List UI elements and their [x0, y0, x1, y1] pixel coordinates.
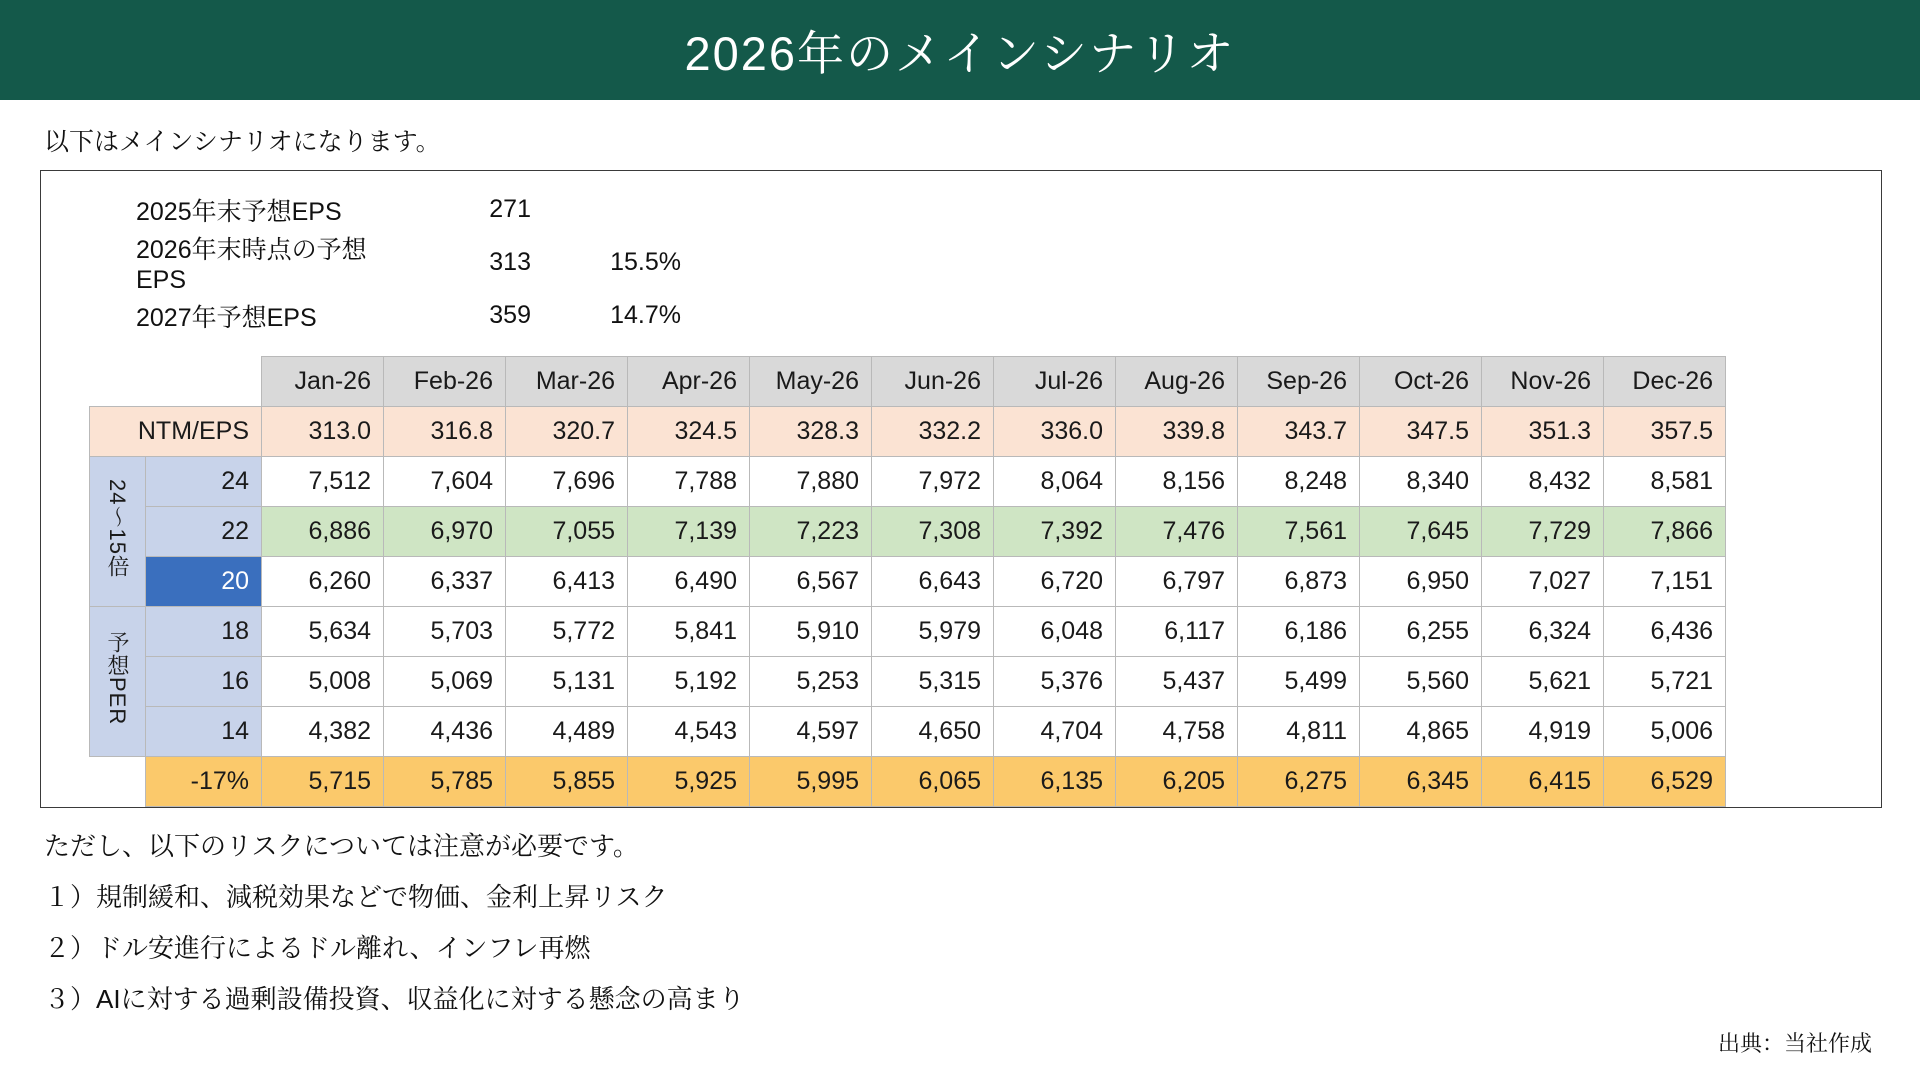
ntm-eps-cell: 324.5 [628, 407, 750, 457]
ntm-eps-cell: 347.5 [1360, 407, 1482, 457]
matrix-cell: 6,436 [1604, 607, 1726, 657]
ntm-eps-cell: 339.8 [1116, 407, 1238, 457]
per-range-text: 24〜15倍 [105, 478, 130, 578]
matrix-cell: 6,255 [1360, 607, 1482, 657]
corner-cell [90, 357, 146, 407]
ntm-eps-cell: 320.7 [506, 407, 628, 457]
drawdown-label: -17% [146, 757, 262, 807]
matrix-cell: 5,437 [1116, 657, 1238, 707]
ntm-eps-cell: 357.5 [1604, 407, 1726, 457]
per-row-24 [90, 457, 1726, 507]
eps-growth: 15.5% [610, 248, 681, 276]
ntm-eps-cell: 316.8 [384, 407, 506, 457]
per-value-label: 16 [146, 657, 262, 707]
ntm-eps-row [90, 407, 1726, 457]
matrix-cell: 7,561 [1238, 507, 1360, 557]
matrix-cell: 7,880 [750, 457, 872, 507]
matrix-cell: 5,703 [384, 607, 506, 657]
matrix-cell: 6,117 [1116, 607, 1238, 657]
matrix-cell: 5,006 [1604, 707, 1726, 757]
title-bar [0, 0, 1920, 100]
risk-notes [44, 826, 1880, 1016]
matrix-cell: 8,432 [1482, 457, 1604, 507]
matrix-cell: 5,560 [1360, 657, 1482, 707]
drawdown-cell: 6,135 [994, 757, 1116, 807]
matrix-cell: 5,772 [506, 607, 628, 657]
ntm-eps-cell: 336.0 [994, 407, 1116, 457]
per-row-18 [90, 607, 1726, 657]
matrix-cell: 7,151 [1604, 557, 1726, 607]
eps-growth: 14.7% [610, 301, 681, 329]
drawdown-cell: 6,275 [1238, 757, 1360, 807]
eps-row [41, 183, 1881, 236]
matrix-cell: 6,643 [872, 557, 994, 607]
per-value-label: 14 [146, 707, 262, 757]
drawdown-cell: 6,065 [872, 757, 994, 807]
matrix-cell: 7,308 [872, 507, 994, 557]
matrix-cell: 6,567 [750, 557, 872, 607]
matrix-cell: 7,696 [506, 457, 628, 507]
month-header: Jun-26 [872, 357, 994, 407]
month-header: Mar-26 [506, 357, 628, 407]
per-range-label [90, 457, 146, 607]
month-header: Oct-26 [1360, 357, 1482, 407]
month-header: Feb-26 [384, 357, 506, 407]
table-header-row [90, 357, 1726, 407]
month-header: Jan-26 [262, 357, 384, 407]
drawdown-cell: 6,345 [1360, 757, 1482, 807]
lead-text: 以下はメインシナリオになります。 [44, 128, 441, 156]
matrix-cell: 5,721 [1604, 657, 1726, 707]
matrix-cell: 5,979 [872, 607, 994, 657]
per-row-22 [90, 507, 1726, 557]
month-header: Aug-26 [1116, 357, 1238, 407]
matrix-cell: 5,008 [262, 657, 384, 707]
per-value-label: 24 [146, 457, 262, 507]
matrix-cell: 6,186 [1238, 607, 1360, 657]
matrix-cell: 4,865 [1360, 707, 1482, 757]
risk-item: ３）AIに対する過剰設備投資、収益化に対する懸念の高まり [44, 984, 745, 1014]
scenario-table-box [40, 170, 1882, 808]
drawdown-row [90, 757, 1726, 807]
per-axis-text: 予想PER [105, 630, 130, 726]
ntm-eps-cell: 351.3 [1482, 407, 1604, 457]
per-row-16 [90, 657, 1726, 707]
matrix-cell: 4,543 [628, 707, 750, 757]
risk-item: ２）ドル安進行によるドル離れ、インフレ再燃 [44, 933, 591, 963]
matrix-cell: 6,337 [384, 557, 506, 607]
matrix-cell: 5,841 [628, 607, 750, 657]
matrix-cell: 8,248 [1238, 457, 1360, 507]
matrix-cell: 4,811 [1238, 707, 1360, 757]
drawdown-cell: 5,855 [506, 757, 628, 807]
eps-row [41, 236, 1881, 294]
per-value-label: 22 [146, 507, 262, 557]
matrix-cell: 5,069 [384, 657, 506, 707]
matrix-cell: 5,253 [750, 657, 872, 707]
per-matrix-table [89, 356, 1726, 807]
matrix-cell: 6,950 [1360, 557, 1482, 607]
matrix-cell: 5,192 [628, 657, 750, 707]
per-row-20 [90, 557, 1726, 607]
matrix-cell: 4,597 [750, 707, 872, 757]
eps-label: 2025年末予想EPS [136, 197, 342, 226]
matrix-cell: 5,621 [1482, 657, 1604, 707]
month-header: Nov-26 [1482, 357, 1604, 407]
matrix-cell: 7,788 [628, 457, 750, 507]
matrix-cell: 6,490 [628, 557, 750, 607]
eps-label: 2027年予想EPS [136, 303, 317, 332]
matrix-cell: 6,797 [1116, 557, 1238, 607]
matrix-cell: 5,315 [872, 657, 994, 707]
matrix-cell: 7,055 [506, 507, 628, 557]
matrix-cell: 4,436 [384, 707, 506, 757]
matrix-cell: 7,604 [384, 457, 506, 507]
ntm-eps-cell: 332.2 [872, 407, 994, 457]
matrix-cell: 7,512 [262, 457, 384, 507]
risk-intro: ただし、以下のリスクについては注意が必要です。 [44, 831, 639, 861]
corner-cell [146, 357, 262, 407]
matrix-cell: 5,634 [262, 607, 384, 657]
ntm-eps-cell: 313.0 [262, 407, 384, 457]
matrix-cell: 8,581 [1604, 457, 1726, 507]
per-row-14 [90, 707, 1726, 757]
ntm-eps-cell: 328.3 [750, 407, 872, 457]
matrix-cell: 6,324 [1482, 607, 1604, 657]
eps-summary [41, 171, 1881, 356]
eps-label: 2026年末時点の予想EPS [136, 236, 367, 294]
drawdown-cell: 5,995 [750, 757, 872, 807]
per-axis-label [90, 607, 146, 757]
matrix-cell: 7,866 [1604, 507, 1726, 557]
blank-cell [90, 757, 146, 807]
matrix-cell: 5,499 [1238, 657, 1360, 707]
eps-row [41, 289, 1881, 342]
matrix-cell: 6,873 [1238, 557, 1360, 607]
month-header: May-26 [750, 357, 872, 407]
source-note: 出典：当社作成 [1717, 1031, 1872, 1056]
matrix-cell: 8,340 [1360, 457, 1482, 507]
matrix-cell: 7,392 [994, 507, 1116, 557]
matrix-cell: 7,027 [1482, 557, 1604, 607]
matrix-cell: 6,048 [994, 607, 1116, 657]
matrix-cell: 4,382 [262, 707, 384, 757]
eps-value: 359 [489, 301, 531, 329]
per-value-label-selected: 20 [146, 557, 262, 607]
month-header: Jul-26 [994, 357, 1116, 407]
matrix-cell: 6,260 [262, 557, 384, 607]
slide-body [0, 100, 1920, 1016]
matrix-cell: 7,972 [872, 457, 994, 507]
matrix-cell: 7,476 [1116, 507, 1238, 557]
month-header: Sep-26 [1238, 357, 1360, 407]
eps-value: 313 [489, 248, 531, 276]
matrix-cell: 7,729 [1482, 507, 1604, 557]
drawdown-cell: 5,925 [628, 757, 750, 807]
matrix-cell: 7,223 [750, 507, 872, 557]
matrix-cell: 6,720 [994, 557, 1116, 607]
matrix-cell: 5,376 [994, 657, 1116, 707]
matrix-cell: 4,919 [1482, 707, 1604, 757]
matrix-cell: 6,970 [384, 507, 506, 557]
ntm-eps-label: NTM/EPS [90, 407, 262, 457]
risk-item: １）規制緩和、減税効果などで物価、金利上昇リスク [44, 882, 668, 912]
matrix-cell: 8,156 [1116, 457, 1238, 507]
ntm-eps-cell: 343.7 [1238, 407, 1360, 457]
matrix-cell: 6,886 [262, 507, 384, 557]
matrix-cell: 5,131 [506, 657, 628, 707]
per-value-label: 18 [146, 607, 262, 657]
matrix-cell: 4,704 [994, 707, 1116, 757]
drawdown-cell: 5,785 [384, 757, 506, 807]
matrix-cell: 4,650 [872, 707, 994, 757]
matrix-cell: 4,489 [506, 707, 628, 757]
eps-value: 271 [489, 195, 531, 223]
matrix-cell: 4,758 [1116, 707, 1238, 757]
matrix-cell: 7,139 [628, 507, 750, 557]
drawdown-cell: 6,415 [1482, 757, 1604, 807]
matrix-cell: 7,645 [1360, 507, 1482, 557]
page-title: 2026年のメインシナリオ [684, 26, 1236, 80]
month-header: Dec-26 [1604, 357, 1726, 407]
month-header: Apr-26 [628, 357, 750, 407]
drawdown-cell: 5,715 [262, 757, 384, 807]
matrix-cell: 8,064 [994, 457, 1116, 507]
matrix-cell: 5,910 [750, 607, 872, 657]
drawdown-cell: 6,529 [1604, 757, 1726, 807]
drawdown-cell: 6,205 [1116, 757, 1238, 807]
matrix-cell: 6,413 [506, 557, 628, 607]
